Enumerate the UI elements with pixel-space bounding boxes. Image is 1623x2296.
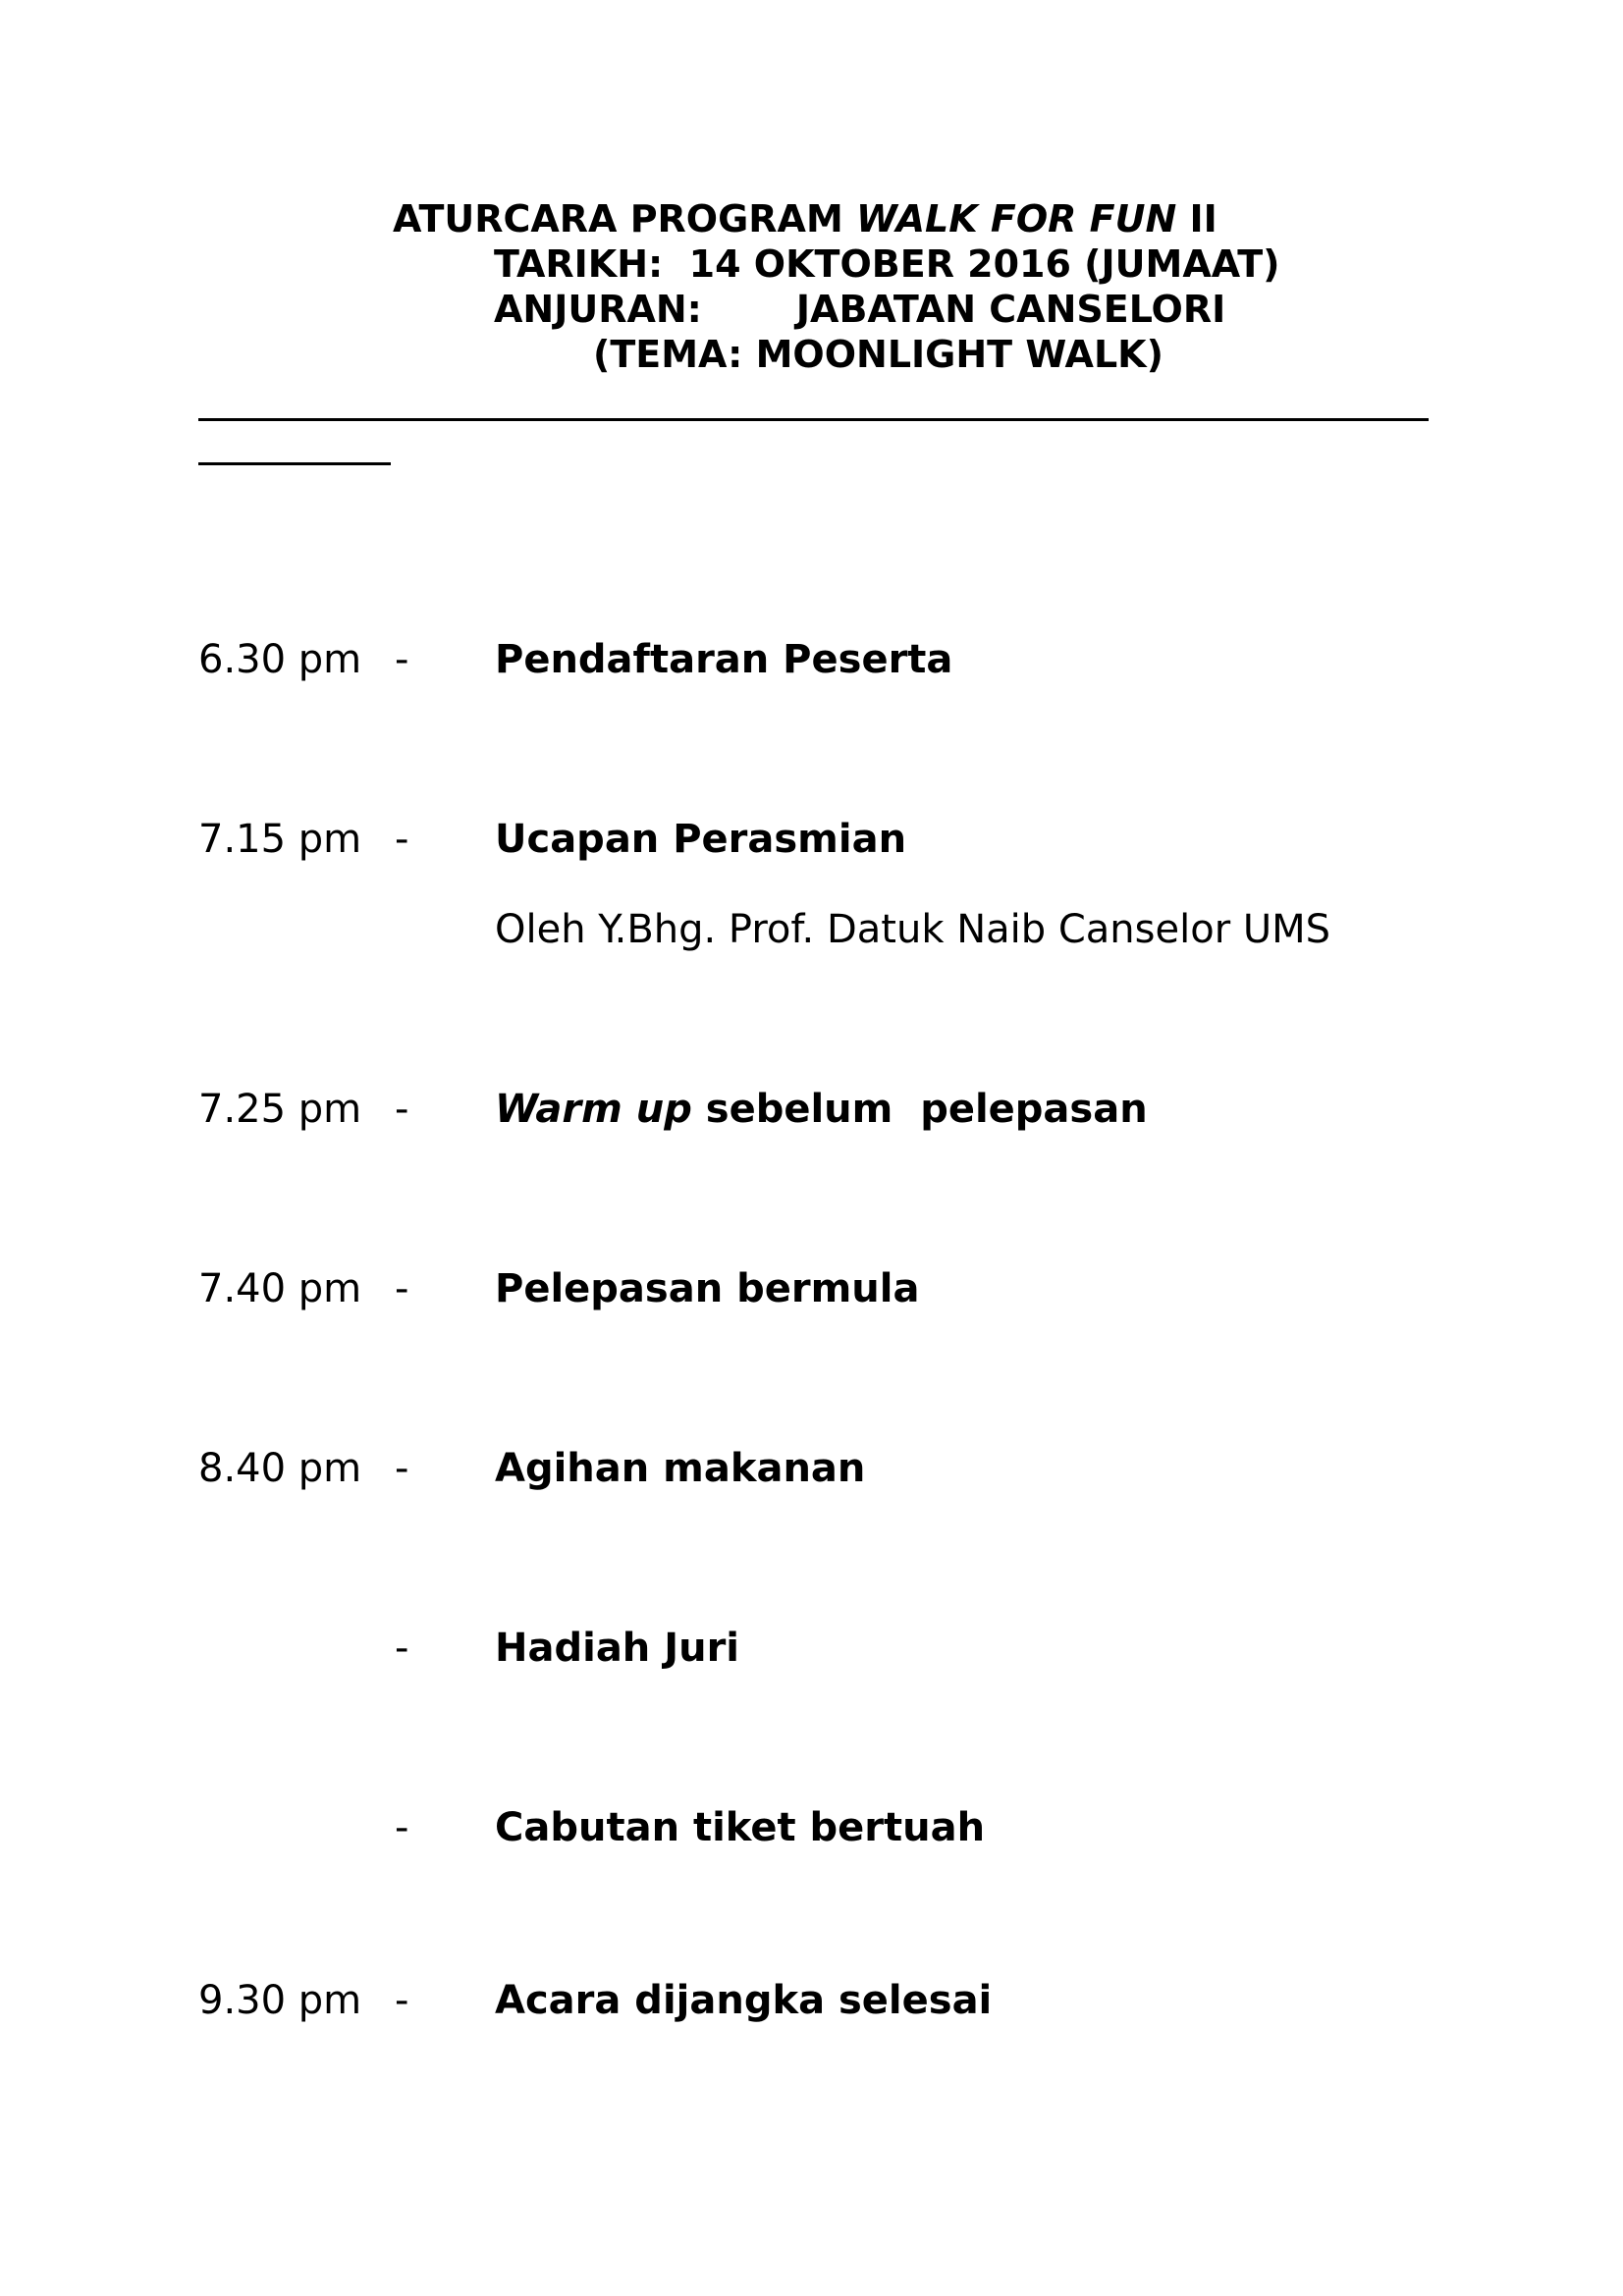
schedule-dash: - [395, 637, 409, 682]
schedule-dash: - [395, 817, 409, 862]
schedule-dash: - [395, 1978, 409, 2023]
program-organizer [494, 287, 1225, 332]
schedule-item: Pendaftaran Peserta [495, 637, 953, 682]
program-title [393, 196, 1217, 241]
program-theme: (TEMA: MOONLIGHT WALK) [593, 333, 1163, 376]
schedule-item: Hadiah Juri [495, 1626, 740, 1671]
organizer-value: JABATAN CANSELORI [795, 288, 1226, 331]
schedule-dash: - [395, 1266, 409, 1311]
program-title-prefix: ATURCARA PROGRAM [393, 197, 857, 240]
schedule-item-detail: Oleh Y.Bhg. Prof. Datuk Naib Canselor UMS [495, 907, 1331, 952]
schedule-dash: - [395, 1446, 409, 1491]
schedule-item: Pelepasan bermula [495, 1266, 920, 1311]
schedule-item-rest: sebelum pelepasan [691, 1087, 1148, 1132]
schedule-time: 7.25 pm [198, 1087, 362, 1132]
schedule-time: 8.40 pm [198, 1446, 362, 1491]
organizer-label: ANJURAN: [494, 288, 702, 331]
program-date: TARIKH: 14 OKTOBER 2016 (JUMAAT) [494, 242, 1280, 286]
divider-line-short [198, 462, 391, 465]
schedule-item-italic: Warm up [495, 1087, 692, 1132]
schedule-item: Acara dijangka selesai [495, 1978, 993, 2023]
divider-line [198, 418, 1429, 421]
schedule-time: 6.30 pm [198, 637, 362, 682]
schedule-dash: - [395, 1087, 409, 1132]
schedule-item [495, 1086, 1148, 1133]
schedule-item: Agihan makanan [495, 1446, 866, 1491]
program-title-suffix: II [1176, 197, 1217, 240]
schedule-item: Cabutan tiket bertuah [495, 1805, 986, 1850]
schedule-dash: - [395, 1626, 409, 1671]
schedule-item: Ucapan Perasmian [495, 817, 907, 862]
schedule-dash: - [395, 1805, 409, 1850]
schedule-time: 7.40 pm [198, 1266, 362, 1311]
schedule-time: 9.30 pm [198, 1978, 362, 2023]
program-title-italic: WALK FOR FUN [856, 197, 1177, 240]
schedule-time: 7.15 pm [198, 817, 362, 862]
